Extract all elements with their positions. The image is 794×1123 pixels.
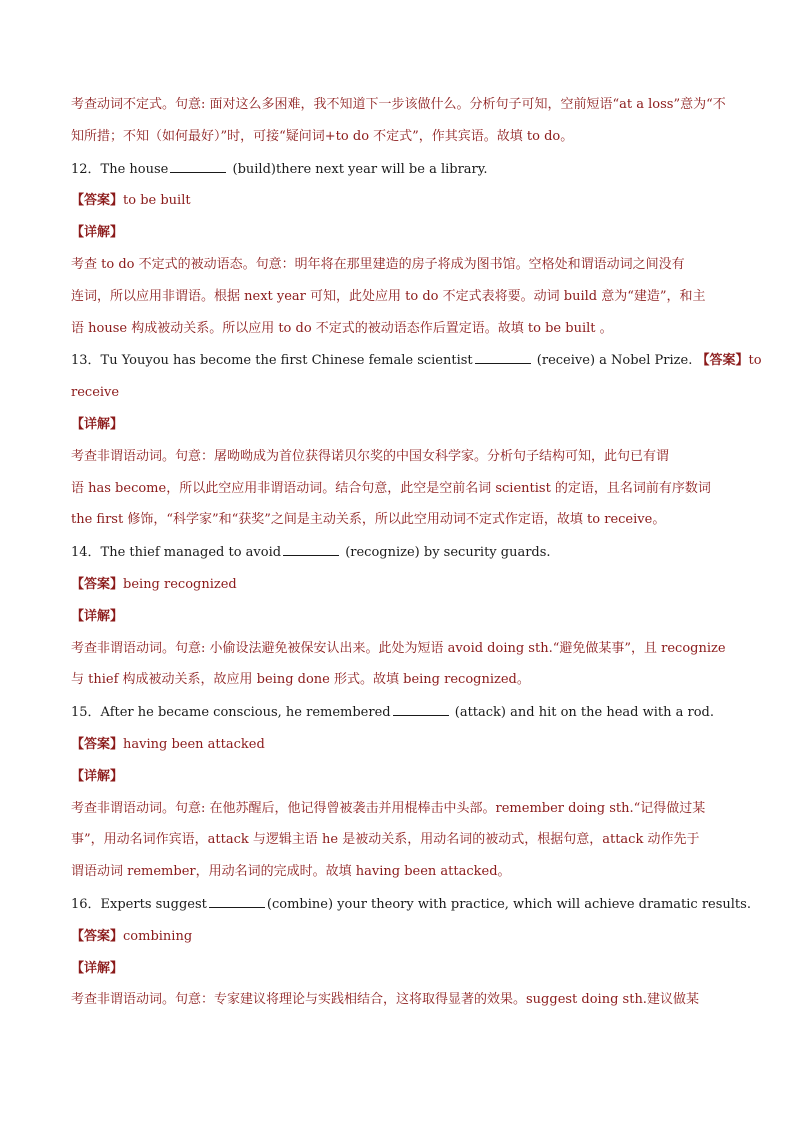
explanation-line: 事”，用动名词作宾语，attack 与逻辑主语 he 是被动关系，用动名词的被动式，根据句意，attack 动作先于 [71, 832, 700, 848]
answer-text-continued: receive [71, 385, 120, 401]
question-text: (recognize) by security guards. [341, 545, 551, 561]
explanation-line: 考查非谓语动词。句意：专家建议将理论与实践相结合，这将取得显著的效果。suggest doing sth.建议做某 [71, 992, 699, 1008]
question-text: 13．Tu Youyou has become the first Chinese female scientist [71, 353, 473, 369]
explanation-line: 考查非谓语动词。句意: 小偷设法避免被保安认出来。此处为短语 avoid doing sth.“避免做某事”，且 recognize [71, 640, 726, 656]
answer-blank [393, 703, 449, 716]
question-text: 12．The house [71, 161, 169, 177]
answer-tag: 【答案】 [696, 353, 749, 369]
answer-blank [209, 895, 265, 908]
answer-15 [71, 736, 723, 754]
question-14 [71, 543, 723, 562]
answer-12 [71, 192, 723, 210]
detail-tag: 【详解】 [71, 608, 124, 624]
answer-blank [283, 543, 339, 556]
question-text: (attack) and hit on the head with a rod. [450, 705, 715, 721]
explanation-line: 与 thief 构成被动关系，故应用 being done 形式。故填 being recognized。 [71, 672, 530, 688]
answer-tag: 【答案】 [71, 736, 124, 752]
explanation-line: 语 house 构成被动关系。所以应用 to do 不定式的被动语态作后置定语。故填 to be built 。 [71, 320, 613, 336]
answer-16 [71, 928, 723, 946]
explanation-line: 考查动词不定式。句意: 面对这么多困难，我不知道下一步该做什么。分析句子可知，空前短语“at a loss”意为“不 [71, 97, 726, 112]
question-text: 14．The thief managed to avoid [71, 545, 282, 561]
explanation-line: 考查非谓语动词。句意: 在他苏醒后，他记得曾被袭击并用棍棒击中头部。remember doing sth.“记得做过某 [71, 800, 706, 816]
answer-text: being recognized [123, 576, 237, 592]
explanation-line: 知所措；不知（如何最好）”时，可接“疑问词+to do 不定式”，作其宾语。故填 to do。 [71, 128, 574, 144]
question-16 [71, 895, 751, 914]
question-text: 16．Experts suggest [71, 896, 207, 912]
answer-blank [475, 351, 531, 364]
question-text: (build)there next year will be a library. [228, 161, 488, 177]
question-text: 15．After he became conscious, he remembered [71, 705, 391, 721]
explanation-line: 考查非谓语动词。句意：屠呦呦成为首位获得诺贝尔奖的中国女科学家。分析句子结构可知，此句已有谓 [71, 448, 670, 464]
answer-tag: 【答案】 [71, 576, 124, 592]
question-text: (receive) a Nobel Prize. [532, 353, 697, 369]
document-page [71, 96, 762, 1023]
question-15 [71, 703, 723, 722]
answer-blank [170, 160, 226, 173]
question-13 [71, 351, 762, 370]
answer-text: to be built [123, 193, 191, 209]
detail-tag: 【详解】 [71, 960, 124, 976]
explanation-line: 考查 to do 不定式的被动语态。句意：明年将在那里建造的房子将成为图书馆。空格处和谓语动词之间没有 [71, 256, 685, 272]
answer-tag: 【答案】 [71, 193, 124, 209]
detail-tag: 【详解】 [71, 768, 124, 784]
explanation-line: the first 修饰，“科学家”和“获奖”之间是主动关系，所以此空用动词不定式作定语，故填 to receive。 [71, 512, 666, 528]
explanation-line: 语 has become，所以此空应用非谓语动词。结合句意，此空是空前名词 scientist 的定语，且名词前有序数词 [71, 480, 711, 496]
detail-tag: 【详解】 [71, 416, 124, 432]
answer-tag: 【答案】 [71, 928, 124, 944]
explanation-line: 谓语动词 remember，用动名词的完成时。故填 having been attacked。 [71, 864, 511, 880]
answer-text: to [748, 353, 762, 369]
answer-text: having been attacked [123, 736, 265, 752]
question-text: (combine) your theory with practice, which will achieve dramatic results. [266, 896, 751, 912]
answer-text: combining [123, 928, 193, 944]
detail-tag: 【详解】 [71, 225, 124, 241]
question-12 [71, 160, 723, 179]
answer-14 [71, 576, 723, 594]
explanation-line: 连词，所以应用非谓语。根据 next year 可知，此处应用 to do 不定式表将要。动词 build 意为“建造”，和主 [71, 288, 706, 304]
